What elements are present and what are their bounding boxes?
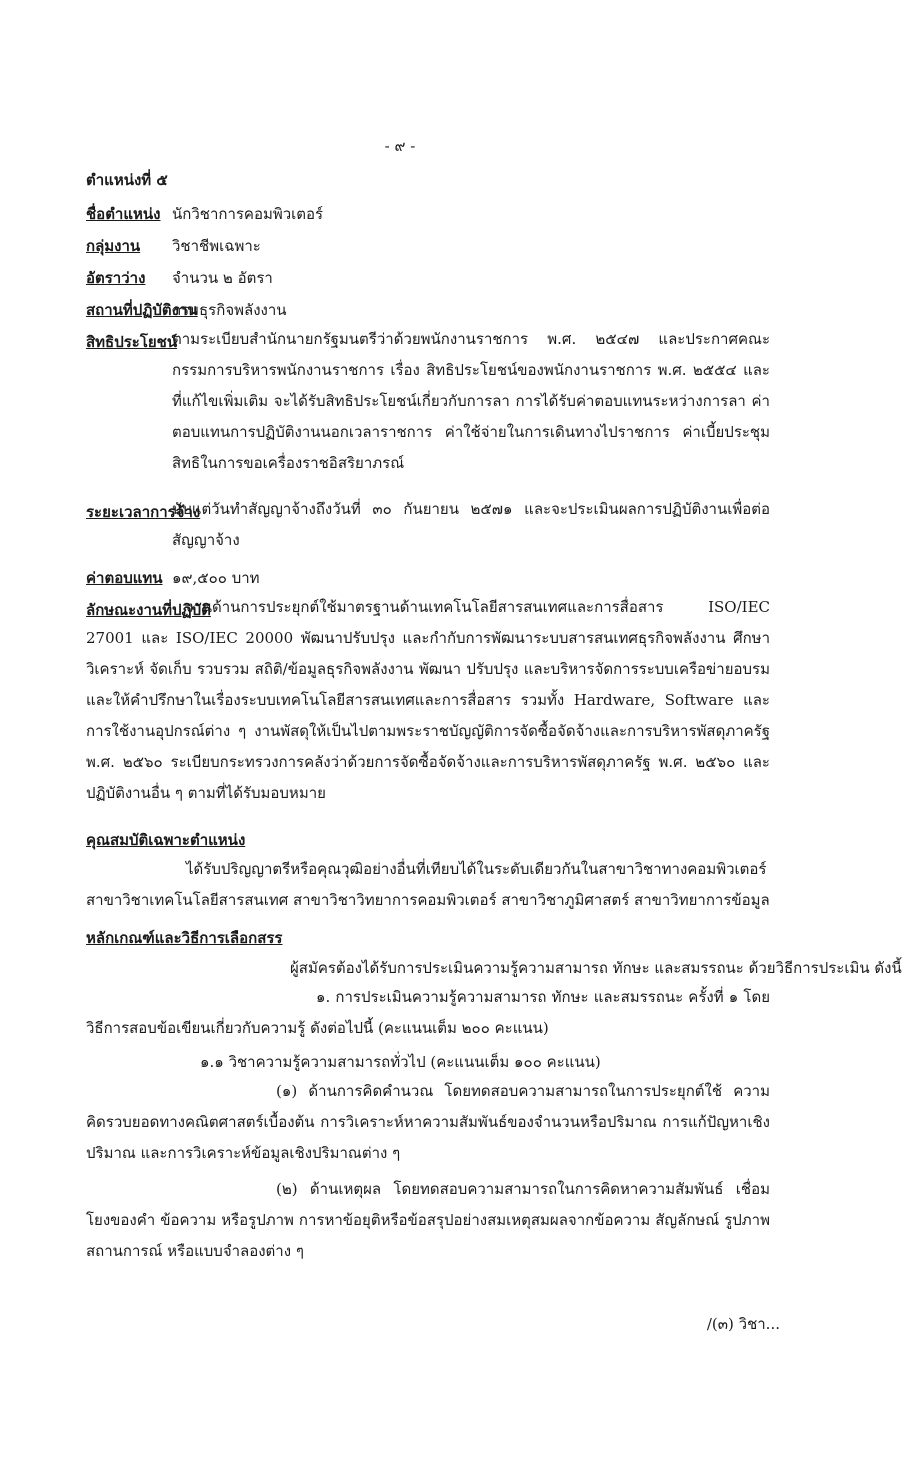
selection-item-1-1: ๑.๑ วิชาความรู้ความสามารถทั่วไป (คะแนนเต็ม ๑๐๐ คะแนน): [200, 1053, 601, 1071]
duties-label: ลักษณะงานที่ปฏิบัติ: [86, 601, 211, 619]
title-value: นักวิชาการคอมพิวเตอร์: [172, 205, 324, 223]
vacancy-label: อัตราว่าง: [86, 269, 146, 287]
workplace-label: สถานที่ปฏิบัติงาน: [86, 301, 198, 319]
selection-sub-2: (๒) ด้านเหตุผล โดยทดสอบความสามารถในการคิดหาความสัมพันธ์ เชื่อมโยงของคำ ข้อความ หรือรูปภาพ การหาข้อยุติหรือข้อสรุปอย่างสมเหตุสมผลจากข้อความ สัญลักษณ์ รูปภาพ สถานการณ์ หรือแบบจำลองต่าง ๆ: [86, 1180, 770, 1260]
qualification-value: ได้รับปริญญาตรีหรือคุณวุฒิอย่างอื่นที่เทียบได้ในระดับเดียวกันในสาขาวิชาทางคอมพิวเตอร์ สาขาวิชาเทคโนโลยีสารสนเทศ สาขาวิชาวิทยาการคอมพิวเตอร์ สาขาวิชาภูมิศาสตร์ สาขาวิทยาการข้อมูล: [86, 860, 770, 909]
footer-continuation: /(๓) วิชา...: [706, 1315, 780, 1333]
term-value: นับแต่วันทำสัญญาจ้างถึงวันที่ ๓๐ กันยายน ๒๕๗๑ และจะประเมินผลการปฏิบัติงานเพื่อต่อสัญญาจ้าง: [172, 500, 770, 549]
page-number: - ๙ -: [384, 137, 416, 155]
group-label: กลุ่มงาน: [86, 237, 141, 255]
benefits-label: สิทธิประโยชน์: [86, 333, 178, 351]
duties-value: งานด้านการประยุกต์ใช้มาตรฐานด้านเทคโนโลยีสารสนเทศและการสื่อสาร ISO/IEC 27001 และ ISO/IEC 20000 พัฒนาปรับปรุง และกำกับการพัฒนาระบบสารสนเทศธุรกิจพลังงาน ศึกษา วิเคราะห์ จัดเก็บ รวบรวม สถิติ/ข้อมูลธุรกิจพลังงาน พัฒนา ปรับปรุง และบริหารจัดการระบบเครือข่ายอบรมและให้คำปรึกษาในเรื่องระบบเทคโนโลยีสารสนเทศและการสื่อสาร รวมทั้ง Hardware, Software และการใช้งานอุปกรณ์ต่าง ๆ งานพัสดุให้เป็นไปตามพระราชบัญญัติการจัดซื้อจัดจ้างและการบริหารพัสดุภาครัฐ พ.ศ. ๒๕๖๐ ระเบียบกระทรวงการคลังว่าด้วยการจัดซื้อจัดจ้างและการบริหารพัสดุภาครัฐ พ.ศ. ๒๕๖๐ และปฏิบัติงานอื่น ๆ ตามที่ได้รับมอบหมาย: [86, 598, 770, 802]
salary-value: ๑๙,๕๐๐ บาท: [172, 569, 260, 587]
vacancy-value: จำนวน ๒ อัตรา: [172, 269, 273, 287]
benefits-value: ตามระเบียบสำนักนายกรัฐมนตรีว่าด้วยพนักงานราชการ พ.ศ. ๒๕๔๗ และประกาศคณะกรรมการบริหารพนักงานราชการ เรื่อง สิทธิประโยชน์ของพนักงานราชการ พ.ศ. ๒๕๕๔ และที่แก้ไขเพิ่มเติม จะได้รับสิทธิประโยชน์เกี่ยวกับการลา การได้รับค่าตอบแทนระหว่างการลา ค่าตอบแทนการปฏิบัติงานนอกเวลาราชการ ค่าใช้จ่ายในการเดินทางไปราชการ ค่าเบี้ยประชุม สิทธิในการขอเครื่องราชอิสริยาภรณ์: [172, 330, 770, 472]
selection-label: หลักเกณฑ์และวิธีการเลือกสรร: [86, 929, 283, 947]
qualification-label: คุณสมบัติเฉพาะตำแหน่ง: [86, 831, 246, 849]
group-value: วิชาชีพเฉพาะ: [172, 237, 261, 255]
selection-sub-1: (๑) ด้านการคิดคำนวณ โดยทดสอบความสามารถในการประยุกต์ใช้ ความคิดรวบยอดทางคณิตศาสตร์เบื้องต้น การวิเคราะห์หาความสัมพันธ์ของจำนวนหรือปริมาณ การแก้ปัญหาเชิงปริมาณ และการวิเคราะห์ข้อมูลเชิงปริมาณต่าง ๆ: [86, 1082, 770, 1162]
salary-label: ค่าตอบแทน: [86, 569, 163, 587]
selection-item-1: ๑. การประเมินความรู้ความสามารถ ทักษะ และสมรรถนะ ครั้งที่ ๑ โดยวิธีการสอบข้อเขียนเกี่ยวกับความรู้ ดังต่อไปนี้ (คะแนนเต็ม ๒๐๐ คะแนน): [86, 988, 770, 1037]
position-number: ตำแหน่งที่ ๕: [86, 171, 168, 189]
term-label: ระยะเวลาการจ้าง: [86, 503, 201, 521]
workplace-value: กรมธุรกิจพลังงาน: [172, 301, 287, 319]
title-label: ชื่อตำแหน่ง: [86, 205, 161, 223]
selection-intro: ผู้สมัครต้องได้รับการประเมินความรู้ความสามารถ ทักษะ และสมรรถนะ ด้วยวิธีการประเมิน ดังนี้: [290, 959, 902, 977]
